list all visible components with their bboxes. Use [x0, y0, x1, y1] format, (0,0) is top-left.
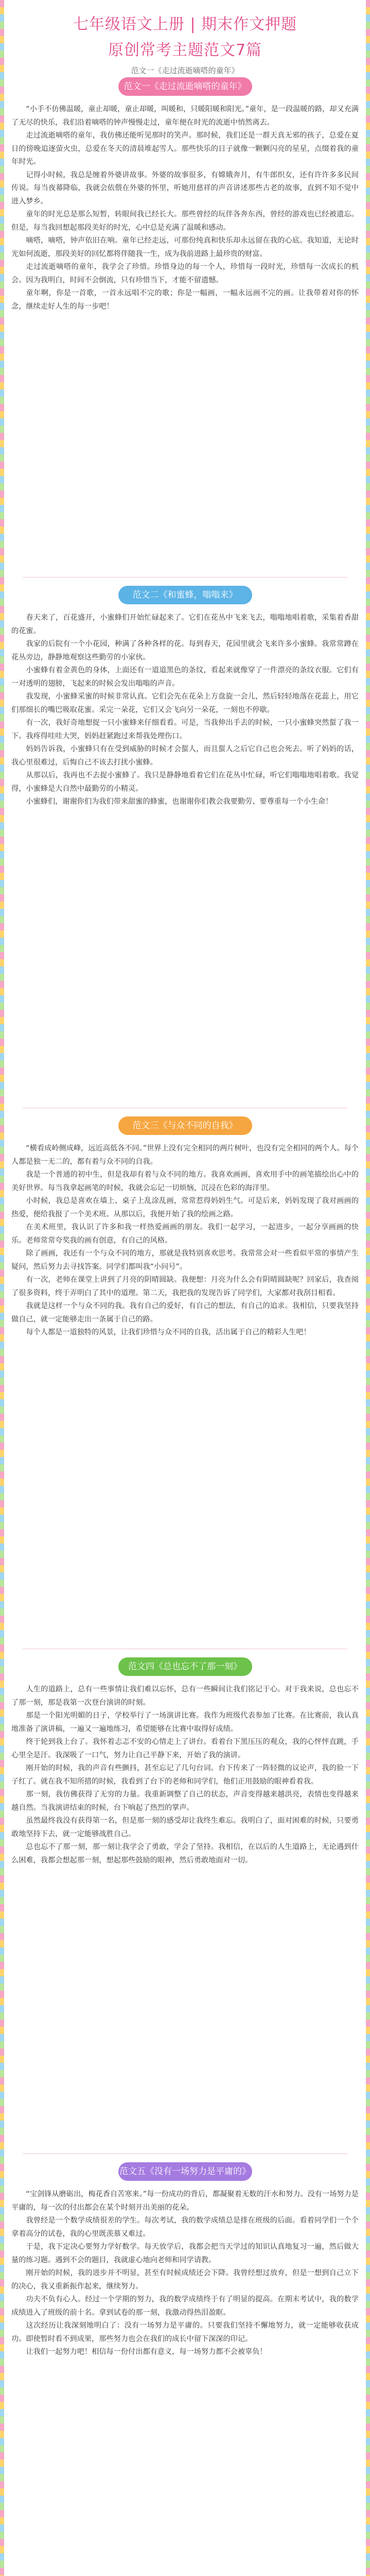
essay-section: [7, 77, 363, 572]
right-decorative-border: [366, 0, 370, 2576]
essay-paragraph: 我家的后院有一个小花园，种满了各种各样的花。每到春天，花园里就会飞来许多小蜜蜂。我常常蹲在花丛旁边，静静地观察这些勤劳的小家伙。: [11, 640, 359, 662]
essay-paragraph: 小蜜蜂有着金黄色的身体，上面还有一道道黑色的条纹，看起来就像穿了一件漂亮的条纹衣服。它们有一对透明的翅膀，飞起来的时候会发出嗡嗡的声音。: [11, 666, 359, 688]
essay-body: [11, 1683, 359, 1867]
essay-paragraph: 有一次，老师在课堂上讲到了月亮的阴晴圆缺。我便想：月亮为什么会有阴晴圆缺呢？回家后，我查阅了很多资料，终于弄明白了其中的道理。第二天，我把我的发现告诉了同学们，大家都对我刮目相看。: [11, 1276, 359, 1297]
essay-paragraph: 除了画画，我还有一个与众不同的地方，那就是我特别喜欢思考。我常常会对一些看似平常的事情产生疑问，然后努力去寻找答案。同学们都叫我“小问号”。: [11, 1249, 359, 1271]
essay-paragraph: 人生的道路上，总有一些事情让我们难以忘怀，总有一些瞬间让我们铭记于心。对于我来说，总也忘不了那一刻，那是我第一次登台演讲的时刻。: [11, 1685, 359, 1707]
essay-section: [7, 1108, 363, 1643]
essay-paragraph: 终于轮到我上台了。我怀着忐忑不安的心情走上了讲台。看着台下黑压压的观众，我的心怦怦直跳，手心里全是汗。我深吸了一口气，努力让自己平静下来，开始了我的演讲。: [11, 1738, 359, 1759]
essay-title-banner: 范文一《走过流逝嘀嗒的童年》: [118, 77, 252, 96]
section-divider: [23, 577, 347, 578]
essay-paragraph: 那一刻，我仿佛获得了无穷的力量。我重新调整了自己的状态，声音变得越来越洪亮，表情也变得越来越自然。当我演讲结束的时候，台下响起了热烈的掌声。: [11, 1790, 359, 1812]
essay-paragraph: 妈妈告诉我，小蜜蜂只有在受到威胁的时候才会蜇人，而且蜇人之后它自己也会死去。听了妈妈的话，我心里很难过，后悔自己不该去打扰小蜜蜂。: [11, 745, 359, 767]
first-essay-subtitle: 范文一《走过流逝嘀嗒的童年》: [131, 66, 239, 75]
essay-title-banner: 范文二《和蜜蜂，嗡嗡来》: [118, 586, 252, 604]
essay-paragraph: 我就是这样一个与众不同的我。我有自己的爱好，有自己的想法，有自己的追求。我相信，只要我坚持做自己，就一定能够走出一条属于自己的路。: [11, 1302, 359, 1324]
essay-body: [11, 2188, 359, 2359]
essay-paragraph: 这次经历让我深刻地明白了：没有一场努力是平庸的。只要我们坚持不懈地努力，就一定能够收获成功。即使暂时看不到成果，那些努力也会在我们的成长中留下深深的印记。: [11, 2321, 359, 2343]
essay-paragraph: 那是一个阳光明媚的日子，学校举行了一场演讲比赛。我作为班级代表参加了比赛。在比赛前，我认真地准备了演讲稿，一遍又一遍地练习，希望能够在比赛中取得好成绩。: [11, 1711, 359, 1733]
essay-paragraph: 有一次，我好奇地想捉一只小蜜蜂来仔细看看。可是，当我伸出手去的时候，一只小蜜蜂突然蜇了我一下。我疼得哇哇大哭，妈妈赶紧跑过来帮我处理伤口。: [11, 719, 359, 740]
essay-section: [7, 577, 363, 1103]
essay-paragraph: 虽然最终我没有获得第一名，但是那一刻的感受却让我终生难忘。我明白了，面对困难的时候，只要勇敢地坚持下去，就一定能够战胜自己。: [11, 1817, 359, 1838]
essay-paragraph: 童年的时光总是那么短暂，转眼间我已经长大。那些曾经的玩伴各奔东西，曾经的游戏也已经被遗忘。但是，每当我回想起那段美好的时光，心中总是充满了温暖和感动。: [11, 210, 359, 232]
essay-paragraph: “横看成岭侧成峰，远近高低各不同。”世界上没有完全相同的两片树叶，也没有完全相同的两个人。每个人都是独一无二的，都有着与众不同的自我。: [11, 1144, 359, 1166]
essay-paragraph: 走过流逝嘀嗒的童年，我仿佛还能听见那时的笑声。那时候，我们还是一群天真无邪的孩子，总爱在夏日的傍晚追逐萤火虫，总爱在冬天的清晨堆起雪人。那些快乐的日子就像一颗颗闪亮的星星，点缀着我的童年时光。: [11, 131, 359, 166]
title-line-1: 七年级语文上册 | 期末作文押题: [73, 15, 297, 33]
article-page: [7, 0, 363, 2576]
essay-paragraph: 功夫不负有心人。经过一个学期的努力，我的数学成绩终于有了明显的提高。在期末考试中，我的数学成绩进入了班级的前十名。拿到试卷的那一刻，我激动得热泪盈眶。: [11, 2295, 359, 2317]
essay-paragraph: “宝剑锋从磨砺出，梅花香自苦寒来。”每一份成功的背后，都凝聚着无数的汗水和努力。没有一场努力是平庸的，每一次的付出都会在某个时刻开出美丽的花朵。: [11, 2190, 359, 2212]
essay-paragraph: 春天来了，百花盛开，小蜜蜂们开始忙碌起来了。它们在花丛中飞来飞去，嗡嗡地唱着歌，采集着香甜的花蜜。: [11, 614, 359, 635]
essay-paragraph: 我曾经是一个数学成绩很差的学生。每次考试，我的数学成绩总是排在班级的后面。看着同学们一个个拿着高分的试卷，我的心里既羡慕又难过。: [11, 2216, 359, 2238]
essay-paragraph: 于是，我下定决心要努力学好数学。每天放学后，我都会把当天学过的知识认真地复习一遍，然后做大量的练习题。遇到不会的题目，我就虚心地向老师和同学请教。: [11, 2243, 359, 2264]
essay-paragraph: 每个人都是一道独特的风景，让我们珍惜与众不同的自我，活出属于自己的精彩人生吧！: [26, 1328, 311, 1336]
title-line-2: 原创常考主题范文7篇: [108, 41, 262, 59]
essay-paragraph: 在美术班里，我认识了许多和我一样热爱画画的朋友。我们一起学习，一起进步，一起分享画画的快乐。老师常常夸奖我的画有创意，有自己的风格。: [11, 1223, 359, 1245]
essay-paragraph: 从那以后，我再也不去捉小蜜蜂了。我只是静静地看着它们在花丛中忙碌，听它们嗡嗡地唱着歌。我觉得，小蜜蜂是大自然中最勤劳的小精灵。: [11, 771, 359, 793]
essay-paragraph: 我发现，小蜜蜂采蜜的时候非常认真。它们会先在花朵上方盘旋一会儿，然后轻轻地落在花蕊上，用它们那细长的嘴巴吸取花蜜。采完一朵花，它们又会飞向另一朵花，一刻也不停歇。: [11, 692, 359, 714]
essay-paragraph: 让我们一起努力吧！相信每一份付出都有意义，每一场努力都不会被辜负！: [26, 2348, 267, 2356]
left-decorative-border: [0, 0, 4, 2576]
essay-paragraph: 刚开始的时候，我的进步并不明显，甚至有时候成绩还会下降。我曾经想过放弃，但是一想到自己立下的决心，我又重新振作起来，继续努力。: [11, 2269, 359, 2291]
essay-paragraph: 我是一个普通的初中生，但是我却有着与众不同的地方。我喜欢画画，喜欢用手中的画笔描绘出心中的美好世界。每当我拿起画笔的时候，我就会忘记一切烦恼，沉浸在色彩的海洋里。: [11, 1171, 359, 1192]
essay-section: [7, 1649, 363, 2148]
essay-paragraph: 刚开始的时候，我的声音有些颤抖，甚至忘记了几句台词。台下传来了一阵轻微的议论声，我的脸一下子红了。就在我不知所措的时候，我看到了台下的老师和同学们，他们正用鼓励的眼神看着我。: [11, 1764, 359, 1786]
essay-title-banner: 范文三《与众不同的自我》: [118, 1116, 252, 1135]
essay-section: [7, 2154, 363, 2576]
article-header: [7, 0, 363, 77]
essay-paragraph: 嘀嗒，嘀嗒，钟声依旧在响。童年已经走远，可那份纯真和快乐却永远留在我的心底。我知道，无论时光如何流逝，那段美好的回忆都将伴随我一生，成为我前进路上最珍贵的财富。: [11, 236, 359, 258]
essay-paragraph: 记得小时候，我总是缠着外婆讲故事。外婆的故事很多，有嫦娥奔月，有牛郎织女，还有许许多多民间传说。每当夜幕降临，我就会依偎在外婆的怀里，听她用慈祥的声音讲述那些古老的故事，直到不知不觉中进入梦乡。: [11, 171, 359, 206]
essay-paragraph: 小时候，我总是喜欢在墙上、桌子上乱涂乱画，常常惹得妈妈生气。可是后来，妈妈发现了我对画画的热爱，便给我报了一个美术班。从那以后，我便开始了我的绘画之路。: [11, 1197, 359, 1218]
essay-body: [11, 1142, 359, 1340]
essay-paragraph: 童年啊，你是一首歌，一首永远唱不完的歌；你是一幅画，一幅永远画不完的画。让我带着对你的怀念，继续走好人生的每一步吧！: [11, 289, 359, 311]
essay-title-banner: 范文五《没有一场努力是平庸的》: [118, 2162, 252, 2181]
essay-body: [11, 612, 359, 809]
essay-paragraph: 总也忘不了那一刻，那一刻让我学会了勇敢，学会了坚持。我相信，在以后的人生道路上，无论遇到什么困难，我都会想起那一刻，想起那些鼓励的眼神，然后勇敢地面对一切。: [11, 1843, 359, 1865]
essay-body: [11, 103, 359, 313]
essay-paragraph: 小蜜蜂们，谢谢你们为我们带来甜蜜的蜂蜜，也谢谢你们教会我要勤劳、要尊重每一个小生命！: [26, 798, 333, 806]
essay-title-banner: 范文四《总也忘不了那一刻》: [118, 1657, 252, 1676]
essay-paragraph: 走过流逝嘀嗒的童年，我学会了珍惜。珍惜身边的每一个人，珍惜每一段时光，珍惜每一次成长的机会。因为我明白，时间不会倒流，只有珍惜当下，才能不留遗憾。: [11, 263, 359, 284]
essay-paragraph: “小手不仿佛温暖，童止却暖，童止却暖，叫暖和，只暖阳暖和阳光。”童年，是一段温暖的路，却又充满了无尽的快乐，我们沿着嘀嗒的钟声慢慢走过，童年便在时光的流逝中悄然离去。: [11, 105, 359, 127]
